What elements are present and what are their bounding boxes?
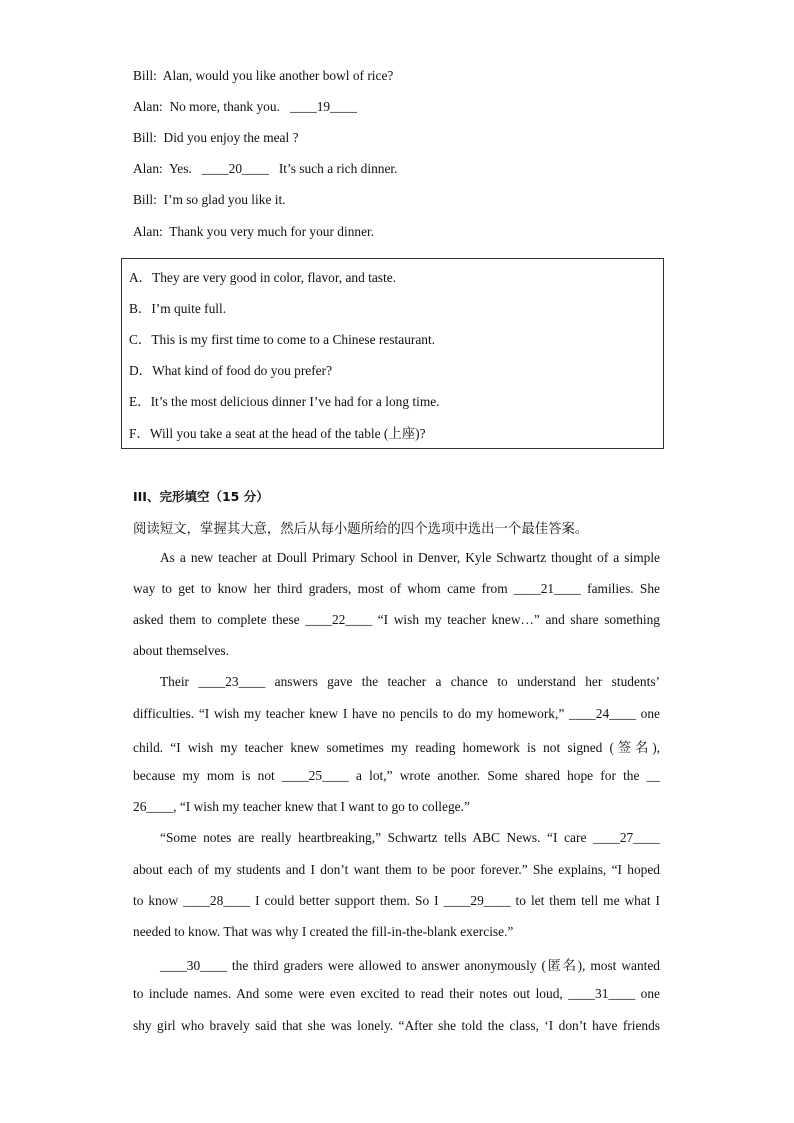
dialogue-line-5 xyxy=(133,192,286,208)
blank-19[interactable]: ____19____ xyxy=(289,99,357,114)
option-e xyxy=(129,391,440,410)
passage-line: Their ____23____ answers gave the teacher a chance to understand her students’ xyxy=(160,674,660,689)
utterance: Yes. xyxy=(168,161,192,176)
option-letter: F． xyxy=(129,426,150,441)
option-letter: A． xyxy=(129,270,153,285)
option-letter: E． xyxy=(129,394,151,409)
utterance: Alan, would you like another bowl of rice? xyxy=(162,68,394,83)
utterance: Thank you very much for your dinner. xyxy=(169,224,375,239)
passage-line: As a new teacher at Doull Primary School in Denver, Kyle Schwartz thought of a simple xyxy=(160,550,660,565)
speaker: Bill: xyxy=(133,130,157,145)
option-text: They are very good in color, flavor, and taste. xyxy=(152,270,397,285)
option-b xyxy=(129,298,226,317)
option-c xyxy=(129,329,435,348)
options-box xyxy=(121,258,664,449)
utterance: No more, thank you. xyxy=(169,99,280,114)
passage-line: to know ____28____ I could better support them. So I ____29____ to let them tell me what I xyxy=(133,893,660,908)
passage-line: about themselves. xyxy=(133,643,229,658)
dialogue-line-1 xyxy=(133,68,393,84)
passage-line: way to get to know her third graders, most of whom came from ____21____ families. She xyxy=(133,581,660,596)
passage-line: difficulties. “I wish my teacher knew I have no pencils to do my homework,” ____24____ one xyxy=(133,706,660,721)
passage-line: “Some notes are really heartbreaking,” Schwartz tells ABC News. “I care ____27____ xyxy=(160,830,660,845)
option-f xyxy=(129,423,426,442)
speaker: Alan: xyxy=(133,161,163,176)
option-text: This is my first time to come to a Chinese restaurant. xyxy=(151,332,436,347)
dialogue-line-4 xyxy=(133,161,397,177)
option-d xyxy=(129,360,332,379)
speaker: Bill: xyxy=(133,68,157,83)
utterance: Did you enjoy the meal ? xyxy=(163,130,299,145)
passage-line: about each of my students and I don’t want them to be poor forever.” She explains, “I hoped xyxy=(133,862,660,877)
utterance-continued: It’s such a rich dinner. xyxy=(278,161,398,176)
passage-line: child. “I wish my teacher knew sometimes my reading homework is not signed (签名), xyxy=(133,740,660,755)
passage-line: because my mom is not ____25____ a lot,” wrote another. Some shared hope for the __ xyxy=(133,768,660,783)
speaker: Alan: xyxy=(133,224,163,239)
dialogue-line-2 xyxy=(133,99,357,115)
passage-line: ____30____ the third graders were allowed to answer anonymously (匿名), most wanted xyxy=(160,958,660,973)
speaker: Bill: xyxy=(133,192,157,207)
section-title: III、完形填空（15 分） xyxy=(133,489,269,504)
utterance: I’m so glad you like it. xyxy=(163,192,286,207)
blank-20[interactable]: ____20____ xyxy=(201,161,269,176)
speaker: Alan: xyxy=(133,99,163,114)
option-letter: D． xyxy=(129,363,153,378)
option-a xyxy=(129,267,396,286)
passage-line: asked them to complete these ____22____ “I wish my teacher knew…” and share something xyxy=(133,612,660,627)
option-letter: B． xyxy=(129,301,152,316)
option-text: I’m quite full. xyxy=(151,301,227,316)
option-text: It’s the most delicious dinner I’ve had for a long time. xyxy=(150,394,440,409)
passage-line: to include names. And some were even excited to read their notes out loud, ____31____ one xyxy=(133,986,660,1001)
passage-line: 26____, “I wish my teacher knew that I want to go to college.” xyxy=(133,799,470,814)
section-instruction: 阅读短文，掌握其大意，然后从每小题所给的四个选项中选出一个最佳答案。 xyxy=(133,521,589,536)
passage-line: shy girl who bravely said that she was lonely. “After she told the class, ‘I don’t have friends xyxy=(133,1018,660,1033)
option-letter: C． xyxy=(129,332,152,347)
passage-line: needed to know. That was why I created the fill-in-the-blank exercise.” xyxy=(133,924,514,939)
option-text: What kind of food do you prefer? xyxy=(152,363,333,378)
option-text: Will you take a seat at the head of the table (上座)? xyxy=(149,426,426,441)
dialogue-line-3 xyxy=(133,130,299,146)
dialogue-line-6 xyxy=(133,224,374,240)
